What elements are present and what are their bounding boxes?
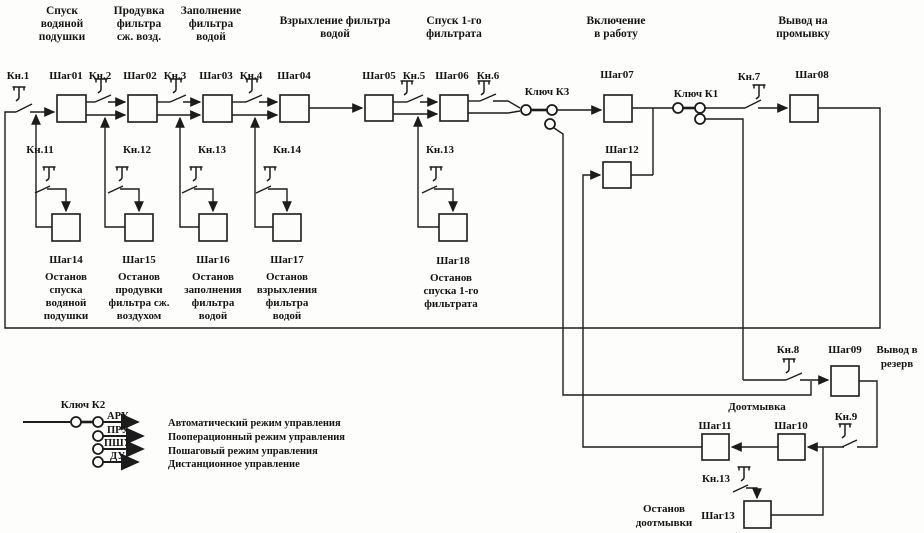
key-k3-contact-icon [547, 105, 557, 115]
step-box-shag13 [744, 501, 771, 528]
step-box-shag15 [125, 214, 153, 241]
stop-desc: фильтра [265, 297, 309, 309]
step-box-shag09 [831, 366, 859, 396]
label-key-k3: Ключ К3 [524, 86, 570, 98]
key-k2-position-icon [93, 444, 103, 454]
wire-junction [631, 108, 653, 175]
kn8-contact [786, 373, 802, 380]
phase-label: Спуск [45, 5, 79, 17]
kn13-bottom-contact [733, 485, 748, 492]
label-kn1: Кн.1 [6, 70, 30, 82]
stop-desc: Останов [45, 271, 87, 283]
push-button-icon-kn11 [43, 167, 56, 181]
label-kn11: Кн.11 [26, 144, 54, 156]
key-k3-contact-icon [521, 105, 531, 115]
phase-label: Взрыхление фильтра [279, 15, 391, 27]
legend-desc: Пооперационный режим управления [168, 432, 345, 443]
phase-label: Спуск 1-го [426, 15, 482, 27]
label-shag15: Шаг15 [122, 254, 156, 266]
wire-into-shag18 [434, 189, 453, 211]
label-kn13: Кн.13 [197, 144, 227, 156]
key-k1-contact-icon [673, 103, 683, 113]
stop-desc: водой [272, 310, 302, 322]
stop-desc: Останов [118, 271, 160, 283]
push-button-icon-kn9 [839, 424, 852, 438]
stop-desc: заполнения [184, 284, 242, 296]
key-k2-position-icon [93, 417, 103, 427]
step-box-shag06 [440, 95, 468, 121]
phase-label: подушки [38, 31, 86, 43]
phase-label: фильтра [116, 18, 162, 30]
stop-desc: воздухом [116, 310, 162, 322]
kn7-contact [745, 100, 761, 108]
label-shag05: Шаг05 [362, 70, 396, 82]
phase-label: сж. возд. [116, 31, 162, 43]
step-box-shag18 [439, 214, 467, 241]
label-kn9: Кн.9 [834, 411, 858, 423]
kn9-contact [842, 440, 857, 447]
legend-desc: Дистанционное управление [168, 459, 300, 470]
right-side-labels [636, 344, 918, 529]
phase-label: Продувка [113, 5, 165, 17]
label-dootmyvka: Доотмывка [728, 401, 786, 413]
phase-label: фильтрата [426, 28, 482, 40]
label-shag16: Шаг16 [196, 254, 230, 266]
legend-abbr: АРУ [107, 411, 129, 422]
label-key-k1: Ключ К1 [673, 88, 719, 100]
stop-desc: фильтрата [424, 298, 478, 310]
step-box-shag14 [52, 214, 80, 241]
label-kn2: Кн.2 [88, 70, 112, 82]
step-box-shag04 [280, 95, 309, 122]
push-button-icon-kn8 [783, 359, 796, 373]
label-shag06: Шаг06 [435, 70, 469, 82]
label-shag17: Шаг17 [270, 254, 304, 266]
key-k1-contact-icon [695, 114, 705, 124]
key-k2-legend [23, 399, 345, 470]
label-shag08: Шаг08 [795, 69, 829, 81]
push-button-icon-kn12 [116, 167, 129, 181]
legend-abbr: ПШУ [104, 438, 132, 449]
label-kn13-3: Кн.13 [701, 473, 731, 485]
key-k2-position-icon [93, 457, 103, 467]
step-box-shag16 [199, 214, 227, 241]
push-button-icon-kn5 [401, 81, 414, 95]
push-button-icon-kn6 [478, 81, 491, 95]
stop-button-labels [26, 144, 454, 156]
label-shag13: Шаг13 [701, 510, 735, 522]
phase-label: фильтра [188, 18, 234, 30]
label-kn5: Кн.5 [402, 70, 426, 82]
key-k2-contact-icon [71, 417, 81, 427]
key-k2-position-icon [93, 431, 103, 441]
label-key-k2: Ключ К2 [60, 399, 106, 411]
step-box-shag17 [273, 214, 301, 241]
phase-label: водой [196, 31, 226, 43]
stop-desc: фильтра сж. [108, 297, 170, 309]
wire [468, 111, 520, 113]
key-k1-contact-icon [695, 103, 705, 113]
legend-abbr: ПРУ [107, 425, 130, 436]
stop-desc: спуска [49, 284, 83, 296]
label-shag10: Шаг10 [774, 420, 808, 432]
step-box-shag08 [790, 95, 818, 122]
phase-label: Заполнение [180, 5, 242, 17]
kn2-contact [95, 95, 111, 102]
label-kn8: Кн.8 [776, 344, 800, 356]
stop-desc: спуска 1-го [423, 285, 479, 297]
kn5-contact [407, 95, 423, 102]
stop-desc: водой [198, 310, 228, 322]
label-shag09: Шаг09 [828, 344, 862, 356]
stop-desc: продувки [115, 284, 163, 296]
key-contacts [521, 103, 705, 129]
phase-label: в работу [594, 28, 638, 40]
label-shag12: Шаг12 [605, 144, 639, 156]
wire-into-shag15 [120, 189, 139, 211]
step-box-shag03 [203, 95, 232, 122]
label-kn6: Кн.6 [476, 70, 500, 82]
key-k1-branch [705, 119, 743, 380]
phase-label: Включение [586, 15, 646, 27]
push-button-icon-kn1 [13, 87, 26, 101]
step-box-shag12 [603, 162, 631, 188]
label-shag14: Шаг14 [49, 254, 83, 266]
phase-headers [39, 5, 830, 43]
label-reserve: Вывод в [876, 344, 918, 356]
label-shag04: Шаг04 [277, 70, 311, 82]
legend-abbr: ДУ [110, 451, 126, 462]
wire-into-shag16 [194, 189, 213, 211]
label-shag01: Шаг01 [49, 70, 83, 82]
label-stop-dootmyvka: доотмывки [635, 517, 693, 529]
key-k3-contact-icon [545, 119, 555, 129]
stop-desc: Останов [430, 272, 472, 284]
stop-desc: Останов [192, 271, 234, 283]
legend-desc: Автоматический режим управления [168, 418, 341, 429]
step-box-shag07 [604, 95, 632, 122]
push-button-icon-kn13 [190, 167, 203, 181]
wire [493, 101, 520, 108]
label-kn14: Кн.14 [272, 144, 302, 156]
label-shag07: Шаг07 [600, 69, 634, 81]
wire-into-shag12 [583, 175, 702, 447]
phase-label: водяной [40, 18, 84, 30]
label-shag02: Шаг02 [123, 70, 157, 82]
phase-label: промывку [776, 28, 830, 40]
label-kn12: Кн.12 [122, 144, 152, 156]
legend-desc: Пошаговый режим управления [168, 446, 318, 457]
push-button-icon-kn14 [264, 167, 277, 181]
step-box-shag10 [778, 434, 805, 460]
kn4-contact [246, 95, 262, 102]
label-shag11: Шаг11 [698, 420, 732, 432]
stop-desc: подушки [43, 310, 89, 322]
wire-into-shag13 [746, 488, 757, 498]
key-k3-branch [554, 128, 811, 395]
label-reserve: резерв [880, 358, 914, 370]
wire-into-shag17 [268, 189, 287, 211]
push-button-icon-kn13-3 [738, 467, 751, 481]
label-kn7: Кн.7 [737, 71, 761, 83]
step-box-shag01 [57, 95, 86, 122]
stop-step-labels [44, 254, 479, 322]
push-button-icon-kn13-2 [430, 167, 443, 181]
step-box-shag02 [128, 95, 157, 122]
label-shag18: Шаг18 [436, 255, 470, 267]
label-kn4: Кн.4 [239, 70, 263, 82]
wire-into-shag14 [47, 189, 66, 211]
kn6-contact [480, 94, 496, 101]
phase-label: водой [320, 28, 350, 40]
label-stop-dootmyvka: Останов [643, 503, 685, 515]
label-shag03: Шаг03 [199, 70, 233, 82]
label-kn3: Кн.3 [163, 70, 187, 82]
stop-desc: водяной [45, 297, 87, 309]
stop-desc: взрыхления [256, 284, 318, 296]
kn3-contact [170, 95, 186, 102]
stop-desc: Останов [266, 271, 308, 283]
label-kn13-2: Кн.13 [425, 144, 455, 156]
stop-desc: фильтра [191, 297, 235, 309]
phase-label: Вывод на [778, 15, 828, 27]
kn1-contact [16, 104, 32, 112]
step-box-shag11 [702, 434, 729, 460]
push-button-icon-kn7 [753, 85, 766, 99]
step-box-shag05 [365, 95, 393, 121]
wire [857, 381, 877, 447]
